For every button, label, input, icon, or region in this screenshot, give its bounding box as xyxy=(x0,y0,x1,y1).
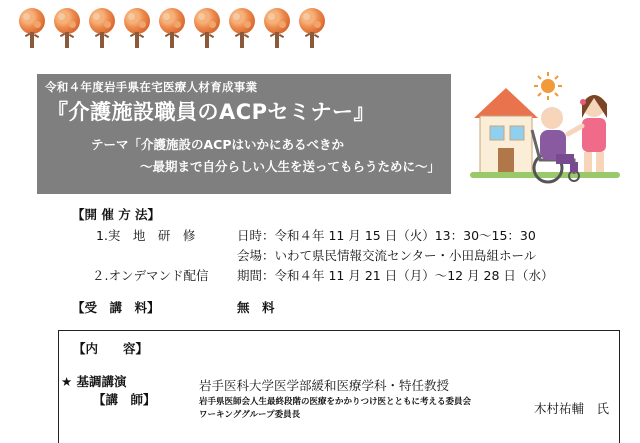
lecturer-committee: 岩手県医師会人生最終段階の医療をかかりつけ医とともに考える委員会 xyxy=(199,397,472,407)
keynote-label: ★ 基調講演 xyxy=(61,374,127,389)
title-banner xyxy=(37,74,451,194)
method-heading: 【開 催 方 法】 xyxy=(72,207,161,222)
seminar-title: 『介護施設職員のACPセミナー』 xyxy=(47,100,376,124)
autumn-tree-icon xyxy=(228,6,256,52)
autumn-tree-icon xyxy=(193,6,221,52)
autumn-tree-icon xyxy=(158,6,186,52)
method-item-label: ２.オンデマンド配信 xyxy=(92,268,209,283)
lecturer-committee-role: ワーキンググループ委員長 xyxy=(199,410,301,420)
autumn-tree-icon xyxy=(88,6,116,52)
autumn-tree-icon xyxy=(53,6,81,52)
fee-heading: 【受 講 料】 xyxy=(72,300,160,315)
method-item-datetime: 日時：令和４年 11 月 15 日（火）13：30～15：30 xyxy=(237,228,536,243)
method-item-venue: 会場：いわて県民情報交流センター・小田島組ホール xyxy=(237,248,537,263)
fee-value: 無 料 xyxy=(237,300,275,315)
content-box xyxy=(58,330,620,443)
project-name: 令和４年度岩手県在宅医療人材育成事業 xyxy=(45,80,258,94)
autumn-tree-icon xyxy=(298,6,326,52)
lecturer-label: 【講 師】 xyxy=(93,392,156,407)
autumn-tree-icon xyxy=(123,6,151,52)
theme-line-1: テーマ「介護施設のACPはいかにあるべきか xyxy=(91,137,345,152)
method-item-period: 期間：令和４年 11 月 21 日（月）～12 月 28 日（水） xyxy=(237,268,554,283)
content-heading: 【内 容】 xyxy=(73,341,149,356)
theme-line-2: ～最期まで自分らしい人生を送ってもらうために～」 xyxy=(140,159,441,174)
method-item-label: 1.実 地 研 修 xyxy=(96,228,196,243)
autumn-tree-icon xyxy=(263,6,291,52)
elderly-wheelchair-caregiver-illustration xyxy=(470,68,620,198)
autumn-tree-icon xyxy=(18,6,46,52)
autumn-tree-row xyxy=(18,6,328,52)
lecturer-name: 木村祐輔 氏 xyxy=(534,401,610,416)
lecturer-affiliation: 岩手医科大学医学部緩和医療学科・特任教授 xyxy=(199,378,450,393)
